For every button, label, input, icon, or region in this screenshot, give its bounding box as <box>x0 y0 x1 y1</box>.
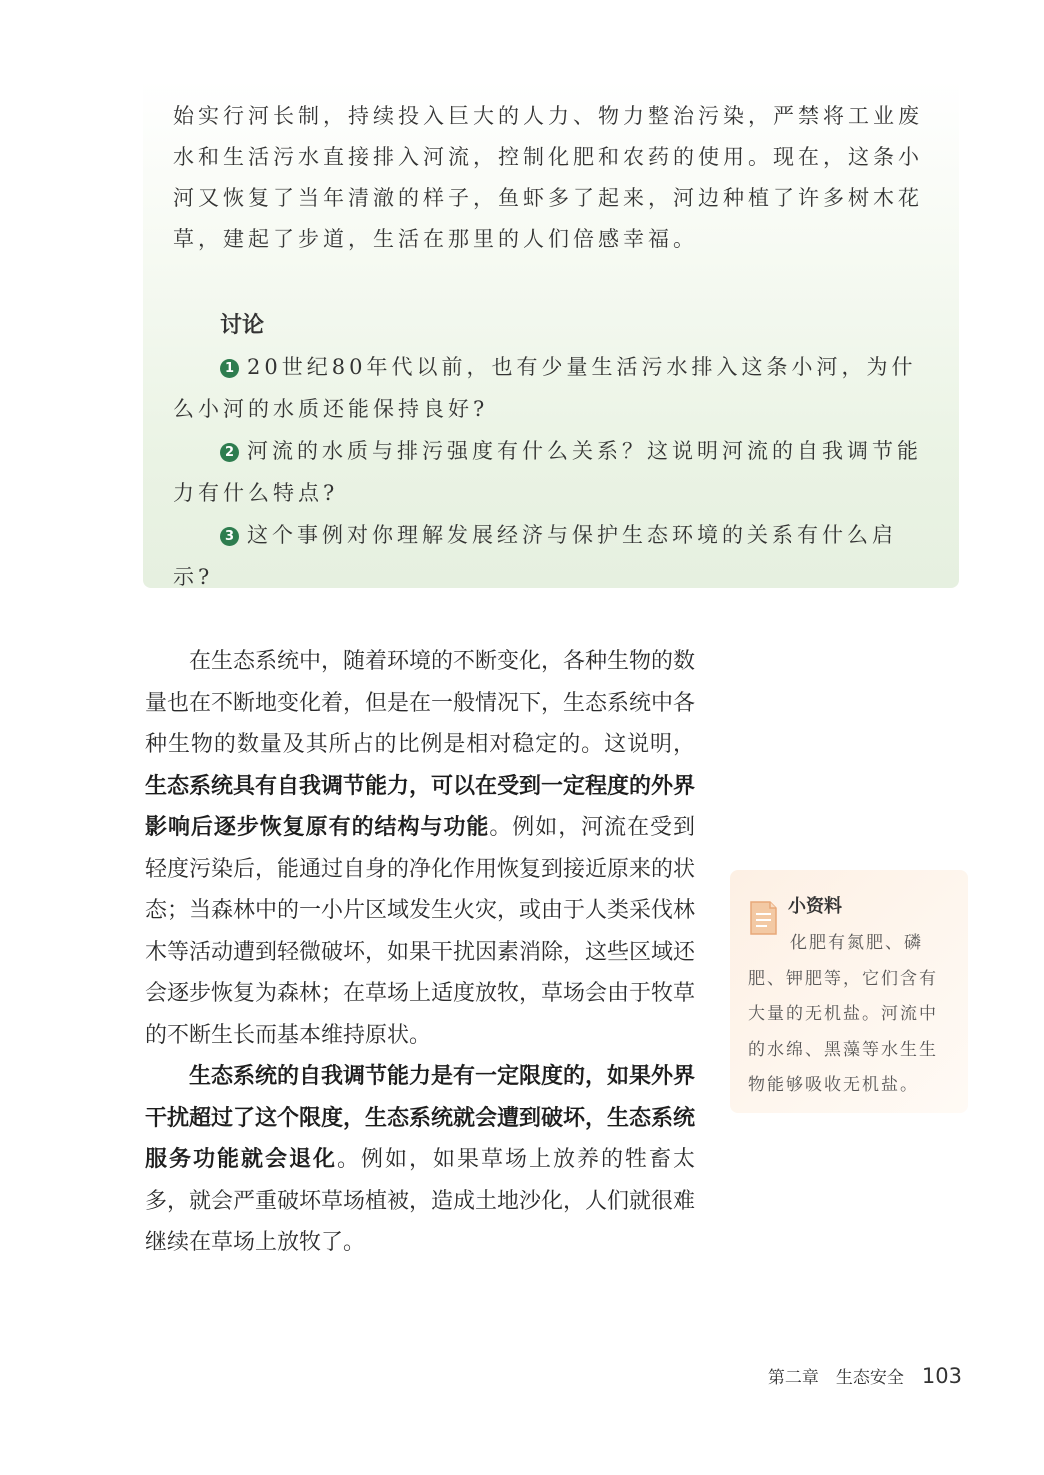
question-text: 20世纪80年代以前，也有少量生活污水排入这条小河，为什么小河的水质还能保持良好? <box>173 355 917 421</box>
question-number-badge: 3 <box>220 527 239 546</box>
key-point-bold: 生态系统的自我调节能力是有一定限度的，如果外界干扰超过了这个限度，生态系统就会遭到破坏，生态系统服务功能就会退化 <box>145 1064 696 1172</box>
page-number: 103 <box>921 1364 962 1388</box>
body-paragraph-2 <box>145 1056 695 1264</box>
discussion-question-3 <box>173 514 933 598</box>
question-number-badge: 2 <box>220 443 239 462</box>
discussion-question-2 <box>173 430 933 514</box>
discussion-title: 讨论 <box>220 313 265 338</box>
case-study-box <box>143 80 959 588</box>
case-study-text: 始实行河长制，持续投入巨大的人力、物力整治污染，严禁将工业废水和生活污水直接排入河流，控制化肥和农药的使用。现在，这条小河又恢复了当年清澈的样子，鱼虾多了起来，河边种植了许多树木花草，建起了步道，生活在那里的人们倍感幸福。 <box>173 104 923 251</box>
question-number-badge: 1 <box>220 359 239 378</box>
body-paragraph-1 <box>145 641 695 1056</box>
body-text: 。例如，如果草场上放养的牲畜太多，就会严重破坏草场植被，造成土地沙化，人们就很难继续在草场上放牧了。 <box>145 1147 696 1255</box>
info-sidebar <box>730 870 968 1113</box>
body-text: 。例如，河流在受到轻度污染后，能通过自身的净化作用恢复到接近原来的状态；当森林中的一小片区域发生火灾，或由于人类采伐林木等活动遭到轻微破坏，如果干扰因素消除，这些区域还会逐步恢复为森林；在草场上适度放牧，草场会由于牧草的不断生长而基本维持原状。 <box>145 815 696 1048</box>
sidebar-title: 小资料 <box>788 896 842 917</box>
question-text: 这个事例对你理解发展经济与保护生态环境的关系有什么启示? <box>173 523 897 589</box>
question-text: 河流的水质与排污强度有什么关系？这说明河流的自我调节能力有什么特点? <box>173 439 922 505</box>
main-body-text <box>145 641 695 1264</box>
discussion-question-1 <box>173 346 933 430</box>
page-footer <box>768 1363 962 1388</box>
chapter-title: 第二章 生态安全 <box>767 1368 904 1388</box>
sidebar-text: 化肥有氮肥、磷肥、钾肥等，它们含有大量的无机盐。河流中的水绵、黑藻等水生生物能够吸收无机盐。 <box>748 933 938 1095</box>
key-point-bold: 生态系统具有自我调节能力，可以在受到一定程度的外界影响后逐步恢复原有的结构与功能 <box>145 773 696 840</box>
body-text: 在生态系统中，随着环境的不断变化，各种生物的数量也在不断地变化着，但是在一般情况下，生态系统中各种生物的数量及其所占的比例是相对稳定的。这说明， <box>145 649 696 757</box>
